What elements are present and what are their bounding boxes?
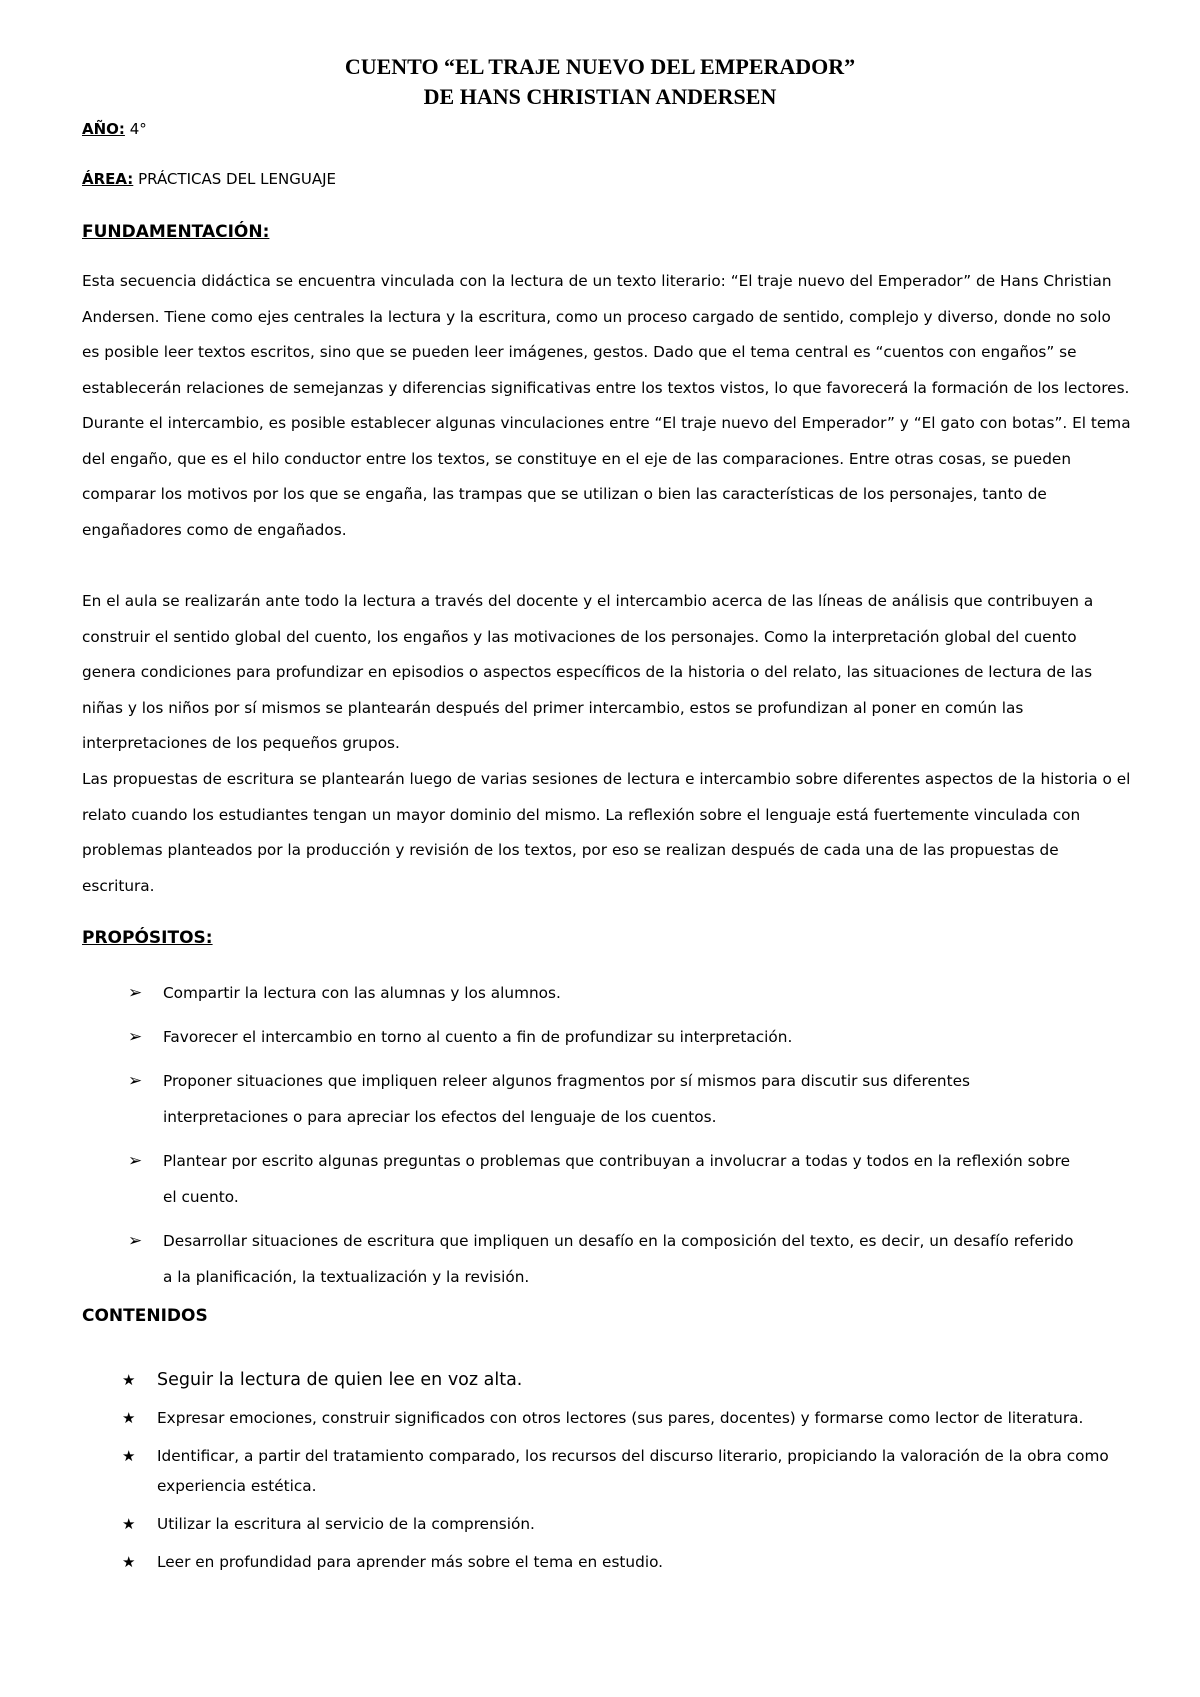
list-item-text: Compartir la lectura con las alumnas y los alumnos. <box>163 984 561 1002</box>
star-bullet-icon: ★ <box>122 1447 136 1465</box>
fundamentacion-paragraph-2: En el aula se realizarán ante todo la lectura a través del docente y el intercambio acerca de las líneas de análisis que contribuyen a construir el sentido global del cuento, los engaños y las motivaciones de los personajes. Como la interpretación global del cuento genera condiciones para profundizar en episodios o aspectos específicos de la historia o del relato, las situaciones de lectura de las niñas y los niños por sí mismos se plantearán después del primer intercambio, estos se profundizan al poner en común las interpretaciones de los pequeños grupos. <box>82 592 1094 752</box>
list-item-text: Leer en profundidad para aprender más sobre el tema en estudio. <box>157 1553 664 1571</box>
year-label: AÑO: <box>82 120 125 138</box>
list-item-text: Identificar, a partir del tratamiento comparado, los recursos del discurso literario, propiciando la valoración de la obra como experiencia estética. <box>157 1447 1109 1495</box>
list-item-text: Desarrollar situaciones de escritura que impliquen un desafío en la composición del texto, es decir, un desafío referido a la planificación, la textualización y la revisión. <box>163 1232 1074 1286</box>
list-item <box>122 1509 1122 1539</box>
list-item <box>122 1403 1122 1433</box>
arrowhead-bullet-icon: ➢ <box>128 1151 143 1171</box>
fundamentacion-paragraph-3: Las propuestas de escritura se plantearán luego de varias sesiones de lectura e intercambio sobre diferentes aspectos de la historia o el relato cuando los estudiantes tengan un mayor dominio del mismo. La reflexión sobre el lenguaje está fuertemente vinculada con problemas planteados por la producción y revisión de los textos, por eso se realizan después de cada una de las propuestas de escritura. <box>82 770 1131 895</box>
list-item-text: Seguir la lectura de quien lee en voz alta. <box>157 1370 523 1390</box>
contenidos-list <box>122 1365 1122 1585</box>
arrowhead-bullet-icon: ➢ <box>128 983 143 1003</box>
document-title-line-1: CUENTO “EL TRAJE NUEVO DEL EMPERADOR” <box>344 54 856 79</box>
area-row <box>82 170 336 188</box>
list-item-text: Proponer situaciones que impliquen releer algunos fragmentos por sí mismos para discutir sus diferentes interpretaciones o para apreciar los efectos del lenguaje de los cuentos. <box>163 1072 970 1126</box>
propositos-heading: PROPÓSITOS: <box>82 928 213 948</box>
star-bullet-icon: ★ <box>122 1409 136 1427</box>
list-item <box>128 975 1078 1011</box>
list-item-text: Utilizar la escritura al servicio de la comprensión. <box>157 1515 535 1533</box>
fundamentacion-heading: FUNDAMENTACIÓN: <box>82 222 270 242</box>
list-item <box>122 1365 1122 1395</box>
arrowhead-bullet-icon: ➢ <box>128 1071 143 1091</box>
list-item-text: Favorecer el intercambio en torno al cuento a fin de profundizar su interpretación. <box>163 1028 793 1046</box>
star-bullet-icon: ★ <box>122 1553 136 1571</box>
year-value: 4° <box>129 120 147 138</box>
list-item <box>128 1223 1078 1295</box>
arrowhead-bullet-icon: ➢ <box>128 1027 143 1047</box>
document-title-line-2: DE HANS CHRISTIAN ANDERSEN <box>423 84 777 109</box>
list-item <box>122 1441 1122 1501</box>
star-bullet-icon: ★ <box>122 1371 136 1389</box>
year-row <box>82 120 147 138</box>
list-item <box>128 1143 1078 1215</box>
arrowhead-bullet-icon: ➢ <box>128 1231 143 1251</box>
contenidos-heading: CONTENIDOS <box>82 1306 208 1326</box>
area-value: PRÁCTICAS DEL LENGUAJE <box>138 170 336 188</box>
list-item-text: Expresar emociones, construir significados con otros lectores (sus pares, docentes) y formarse como lector de literatura. <box>157 1409 1084 1427</box>
area-label: ÁREA: <box>82 170 134 188</box>
star-bullet-icon: ★ <box>122 1515 136 1533</box>
list-item <box>122 1547 1122 1577</box>
list-item <box>128 1019 1078 1055</box>
fundamentacion-paragraph-1: Esta secuencia didáctica se encuentra vinculada con la lectura de un texto literario: “El traje nuevo del Emperador” de Hans Christian Andersen. Tiene como ejes centrales la lectura y la escritura, como un proceso cargado de sentido, complejo y diverso, donde no solo es posible leer textos escritos, sino que se pueden leer imágenes, gestos. Dado que el tema central es “cuentos con engaños” se establecerán relaciones de semejanzas y diferencias significativas entre los textos vistos, lo que favorecerá la formación de los lectores. Durante el intercambio, es posible establecer algunas vinculaciones entre “El traje nuevo del Emperador” y “El gato con botas”. El tema del engaño, que es el hilo conductor entre los textos, se constituye en el eje de las comparaciones. Entre otras cosas, se pueden comparar los motivos por los que se engaña, las trampas que se utilizan o bien las características de los personajes, tanto de engañadores como de engañados. <box>82 272 1131 539</box>
list-item <box>128 1063 1078 1135</box>
propositos-list <box>128 975 1078 1303</box>
list-item-text: Plantear por escrito algunas preguntas o problemas que contribuyan a involucrar a todas y todos en la reflexión sobre el cuento. <box>163 1152 1071 1206</box>
